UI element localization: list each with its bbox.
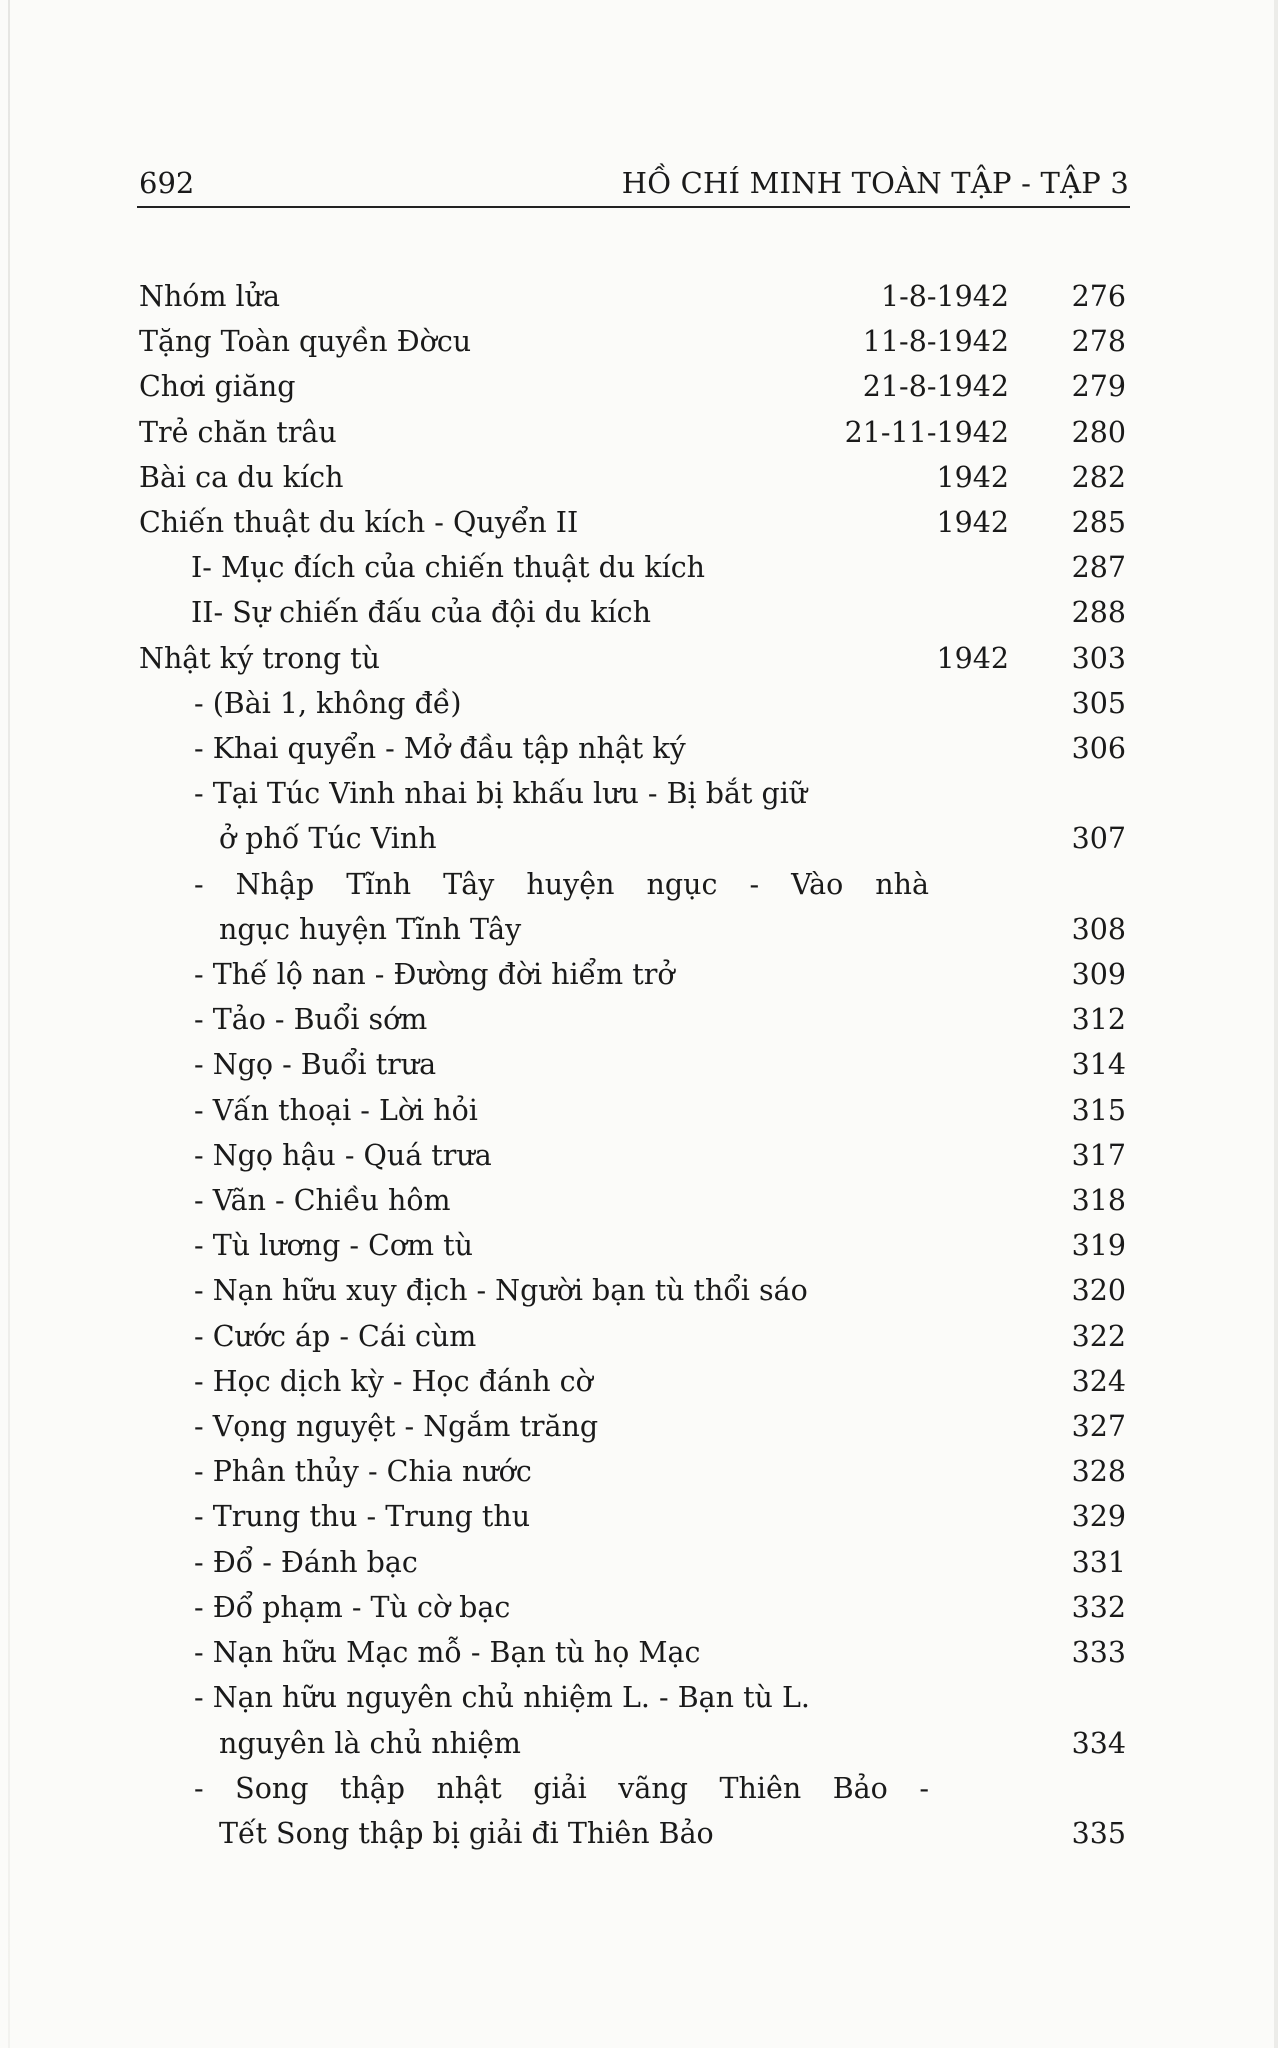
toc-entry <box>139 862 1129 952</box>
toc-entry-page: 312 <box>1071 1003 1126 1037</box>
toc-entry-page: 320 <box>1071 1274 1126 1308</box>
toc-entry <box>139 1585 1129 1630</box>
toc-entry-title: - Thế lộ nan - Đường đời hiểm trở <box>194 958 675 992</box>
toc-entry-title: - Học dịch kỳ - Học đánh cờ <box>194 1364 593 1398</box>
page-edge-shadow <box>8 0 10 2048</box>
toc-entry-title: - Vãn - Chiều hôm <box>194 1184 451 1218</box>
table-of-contents <box>139 274 1129 1856</box>
toc-entry-title-continuation: Tết Song thập bị giải đi Thiên Bảo <box>219 1816 714 1850</box>
toc-entry <box>139 1314 1129 1359</box>
toc-entry-title-continuation: ở phố Túc Vinh <box>219 822 437 856</box>
toc-entry-title-line: - Nạn hữu nguyên chủ nhiệm L. - Bạn tù L. <box>194 1681 810 1715</box>
toc-entry-page: 285 <box>1071 506 1126 540</box>
toc-entry-page: 305 <box>1071 686 1126 720</box>
toc-entry-date: 21-11-1942 <box>844 415 1009 449</box>
toc-entry <box>139 636 1129 681</box>
toc-entry-page: 278 <box>1071 325 1126 359</box>
toc-entry <box>139 1540 1129 1585</box>
toc-entry-page: 317 <box>1071 1138 1126 1172</box>
toc-entry-page: 335 <box>1071 1816 1126 1850</box>
page-right-edge <box>1274 0 1278 2048</box>
toc-entry <box>139 952 1129 997</box>
toc-entry-page: 331 <box>1071 1545 1126 1579</box>
toc-entry-date: 1942 <box>936 641 1009 675</box>
toc-entry <box>139 1359 1129 1404</box>
toc-entry-title: - Đổ phạm - Tù cờ bạc <box>194 1590 511 1624</box>
toc-entry-page: 307 <box>1071 822 1126 856</box>
toc-entry-title: Chơi giăng <box>139 370 296 404</box>
toc-entry-title: - Khai quyển - Mở đầu tập nhật ký <box>194 732 686 766</box>
toc-entry-page: 333 <box>1071 1636 1126 1670</box>
toc-entry-title: Bài ca du kích <box>139 460 344 494</box>
toc-entry <box>139 1494 1129 1539</box>
toc-entry-title: Trẻ chăn trâu <box>139 415 337 449</box>
header-rule <box>137 206 1130 208</box>
toc-entry <box>139 1178 1129 1223</box>
toc-entry-title: - Đổ - Đánh bạc <box>194 1545 418 1579</box>
book-title: HỒ CHÍ MINH TOÀN TẬP - TẬP 3 <box>621 166 1129 200</box>
toc-entry-page: 318 <box>1071 1184 1126 1218</box>
toc-entry <box>139 1630 1129 1675</box>
toc-entry-title-line: - Song thập nhật giải vãng Thiên Bảo - <box>194 1771 929 1805</box>
toc-entry-title-continuation: ngục huyện Tĩnh Tây <box>219 912 522 946</box>
toc-entry-title: Chiến thuật du kích - Quyển II <box>139 506 579 540</box>
toc-entry-page: 288 <box>1071 596 1126 630</box>
toc-entry-title: II- Sự chiến đấu của đội du kích <box>191 596 651 630</box>
toc-entry-page: 329 <box>1071 1500 1126 1534</box>
toc-entry-date: 21-8-1942 <box>862 370 1009 404</box>
toc-entry <box>139 410 1129 455</box>
toc-entry-page: 303 <box>1071 641 1126 675</box>
toc-entry-page: 276 <box>1071 280 1126 313</box>
toc-entry-page: 308 <box>1071 912 1126 946</box>
toc-entry <box>139 1449 1129 1494</box>
page-number: 692 <box>139 166 195 200</box>
toc-entry <box>139 1223 1129 1268</box>
toc-entry-title: - Phân thủy - Chia nước <box>194 1455 532 1489</box>
toc-entry-title <box>139 1675 1129 1765</box>
toc-entry <box>139 364 1129 409</box>
toc-entry-page: 306 <box>1071 732 1126 766</box>
toc-entry-page: 328 <box>1071 1455 1126 1489</box>
toc-entry-title: - Ngọ hậu - Quá trưa <box>194 1138 492 1172</box>
toc-entry <box>139 319 1129 364</box>
toc-entry <box>139 1404 1129 1449</box>
toc-entry-title: Tặng Toàn quyền Đờcu <box>139 325 472 359</box>
toc-entry <box>139 500 1129 545</box>
toc-entry-page: 315 <box>1071 1093 1126 1127</box>
toc-entry-page: 327 <box>1071 1410 1126 1444</box>
toc-entry-date: 1942 <box>936 460 1009 494</box>
toc-entry <box>139 274 1129 319</box>
toc-entry <box>139 771 1129 861</box>
toc-entry-page: 287 <box>1071 551 1126 585</box>
toc-entry-title: I- Mục đích của chiến thuật du kích <box>191 551 706 585</box>
toc-entry <box>139 455 1129 500</box>
toc-entry-title: - Ngọ - Buổi trưa <box>194 1048 437 1082</box>
toc-entry <box>139 1675 1129 1765</box>
toc-entry-page: 314 <box>1071 1048 1126 1082</box>
toc-entry-title: - Tảo - Buổi sớm <box>194 1003 428 1037</box>
toc-entry-title: - Nạn hữu Mạc mỗ - Bạn tù họ Mạc <box>194 1636 701 1670</box>
running-header <box>139 160 1129 212</box>
toc-entry <box>139 1042 1129 1087</box>
toc-entry-title: - Vấn thoại - Lời hỏi <box>194 1093 478 1127</box>
toc-entry-title: - Vọng nguyệt - Ngắm trăng <box>194 1410 599 1444</box>
toc-entry-page: 319 <box>1071 1229 1126 1263</box>
toc-entry-page: 309 <box>1071 958 1126 992</box>
toc-entry-page: 279 <box>1071 370 1126 404</box>
toc-entry <box>139 1133 1129 1178</box>
toc-entry-page: 332 <box>1071 1590 1126 1624</box>
toc-entry <box>139 1766 1129 1856</box>
toc-entry-title: - Cước áp - Cái cùm <box>194 1319 477 1353</box>
toc-entry-page: 324 <box>1071 1364 1126 1398</box>
toc-entry-page: 282 <box>1071 460 1126 494</box>
toc-entry <box>139 545 1129 590</box>
toc-entry-title <box>139 771 1129 861</box>
toc-entry <box>139 681 1129 726</box>
toc-entry-title <box>139 862 1129 952</box>
toc-entry-page: 334 <box>1071 1726 1126 1760</box>
toc-entry <box>139 997 1129 1042</box>
toc-entry-title: Nhóm lửa <box>139 280 280 313</box>
toc-entry-title-line: - Nhập Tĩnh Tây huyện ngục - Vào nhà <box>194 867 929 901</box>
toc-entry <box>139 1088 1129 1133</box>
toc-entry-date: 1-8-1942 <box>880 280 1009 313</box>
toc-entry-title-line: - Tại Túc Vinh nhai bị khấu lưu - Bị bắt giữ <box>194 777 808 811</box>
toc-entry-date: 11-8-1942 <box>862 325 1009 359</box>
toc-entry-title: - Tù lương - Cơm tù <box>194 1229 473 1263</box>
toc-entry-page: 280 <box>1071 415 1126 449</box>
toc-entry-title-continuation: nguyên là chủ nhiệm <box>219 1726 521 1760</box>
toc-entry <box>139 590 1129 635</box>
toc-entry <box>139 726 1129 771</box>
toc-entry-title: - Trung thu - Trung thu <box>194 1500 531 1534</box>
toc-entry-date: 1942 <box>936 506 1009 540</box>
toc-entry-title: - Nạn hữu xuy địch - Người bạn tù thổi sáo <box>194 1274 808 1308</box>
toc-entry-title: Nhật ký trong tù <box>139 641 380 675</box>
toc-entry-title <box>139 1766 1129 1856</box>
toc-entry <box>139 1268 1129 1313</box>
toc-entry-page: 322 <box>1071 1319 1126 1353</box>
toc-entry-title: - (Bài 1, không đề) <box>194 686 462 720</box>
